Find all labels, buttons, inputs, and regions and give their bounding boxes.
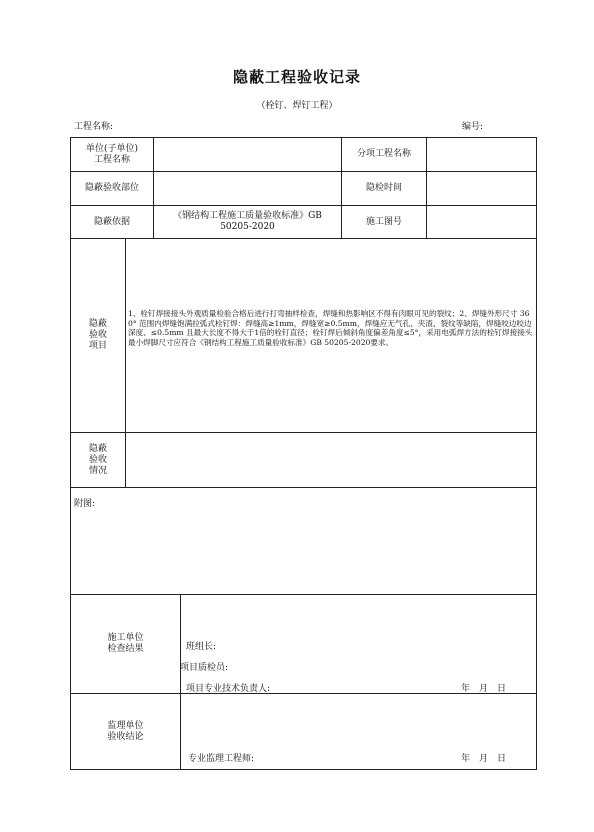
unit-project-name-label bbox=[71, 138, 153, 171]
construction-label-line2: 检查结果 bbox=[107, 644, 144, 654]
document-title: 隐蔽工程验收记录 bbox=[232, 68, 361, 86]
basis-value-line2: 50205-2020 bbox=[220, 222, 275, 232]
sub-project-name-label: 分项工程名称 bbox=[356, 149, 411, 159]
construction-unit-label bbox=[71, 595, 180, 693]
unit-label-line2: 工程名称 bbox=[93, 154, 130, 165]
items-label bbox=[71, 239, 125, 432]
hidden-part-value[interactable] bbox=[154, 172, 341, 205]
inspect-time-label: 隐检时间 bbox=[365, 183, 402, 193]
basis-label: 隐蔽依据 bbox=[93, 216, 130, 227]
drawing-number-value[interactable] bbox=[427, 206, 536, 238]
supervision-date: 年 月 日 bbox=[461, 754, 507, 764]
condition-label-text: 隐蔽验收情况 bbox=[88, 443, 107, 476]
unit-label-line1: 单位(子单位) bbox=[85, 143, 139, 154]
sub-project-name-value[interactable] bbox=[427, 138, 536, 171]
condition-label bbox=[71, 433, 125, 487]
table-border-bottom bbox=[70, 769, 537, 770]
supervision-label-line1: 监理单位 bbox=[107, 720, 144, 731]
inspect-time-value[interactable] bbox=[427, 172, 536, 205]
hidden-part-label: 隐蔽验收部位 bbox=[84, 183, 139, 193]
construction-date: 年 月 日 bbox=[461, 684, 507, 694]
basis-value-line1: 《钢结构工程施工质量验收标准》GB bbox=[173, 211, 322, 221]
document-subtitle: （栓钉、焊钉工程） bbox=[256, 101, 338, 111]
items-label-text: 隐蔽验收项目 bbox=[88, 319, 107, 351]
basis-value bbox=[154, 206, 341, 238]
items-description: 1、栓钉焊接接头外观质量检验合格后进行打弯抽样检查，焊缝和热影响区不得有肉眼可见的裂纹；2、焊缝外形尺寸 360° 范围内焊缝饱满拉弧式栓钉焊：焊缝高≥1mm，焊缝宽≥0.5mm，焊缝应无气孔、夹渣、裂纹等缺陷，焊缝咬边咬边深度、≤0.5mm 且最大长度不得大于1倍的栓钉直径；栓钉焊后倾斜角度偏差角度≤5°，采用电弧焊方法的栓钉焊接接头最小焊脚尺寸应符合《钢结构工程施工质量验收标准》GB 50205-2020要求。 bbox=[128, 309, 533, 347]
condition-value[interactable] bbox=[126, 433, 536, 487]
col-divider bbox=[180, 594, 181, 769]
supervision-unit-label bbox=[71, 694, 180, 769]
table-border-right bbox=[536, 137, 537, 770]
quality-inspector-field: 项目质检员: bbox=[180, 663, 229, 673]
tech-lead-field: 项目专业技术负责人: bbox=[186, 684, 271, 694]
row-divider bbox=[70, 238, 537, 239]
supervision-engineer-field: 专业监理工程师: bbox=[188, 754, 255, 764]
serial-number-label: 编号: bbox=[462, 122, 484, 132]
project-name-label: 工程名称: bbox=[74, 122, 114, 132]
row-divider bbox=[70, 487, 537, 488]
construction-label-line1: 施工单位 bbox=[107, 633, 144, 643]
team-leader-field: 班组长: bbox=[186, 642, 217, 652]
drawing-number-label: 施工图号 bbox=[365, 216, 402, 227]
attachment-label: 附图: bbox=[74, 499, 96, 509]
unit-project-name-value[interactable] bbox=[154, 138, 341, 171]
supervision-label-line2: 验收结论 bbox=[107, 731, 144, 742]
